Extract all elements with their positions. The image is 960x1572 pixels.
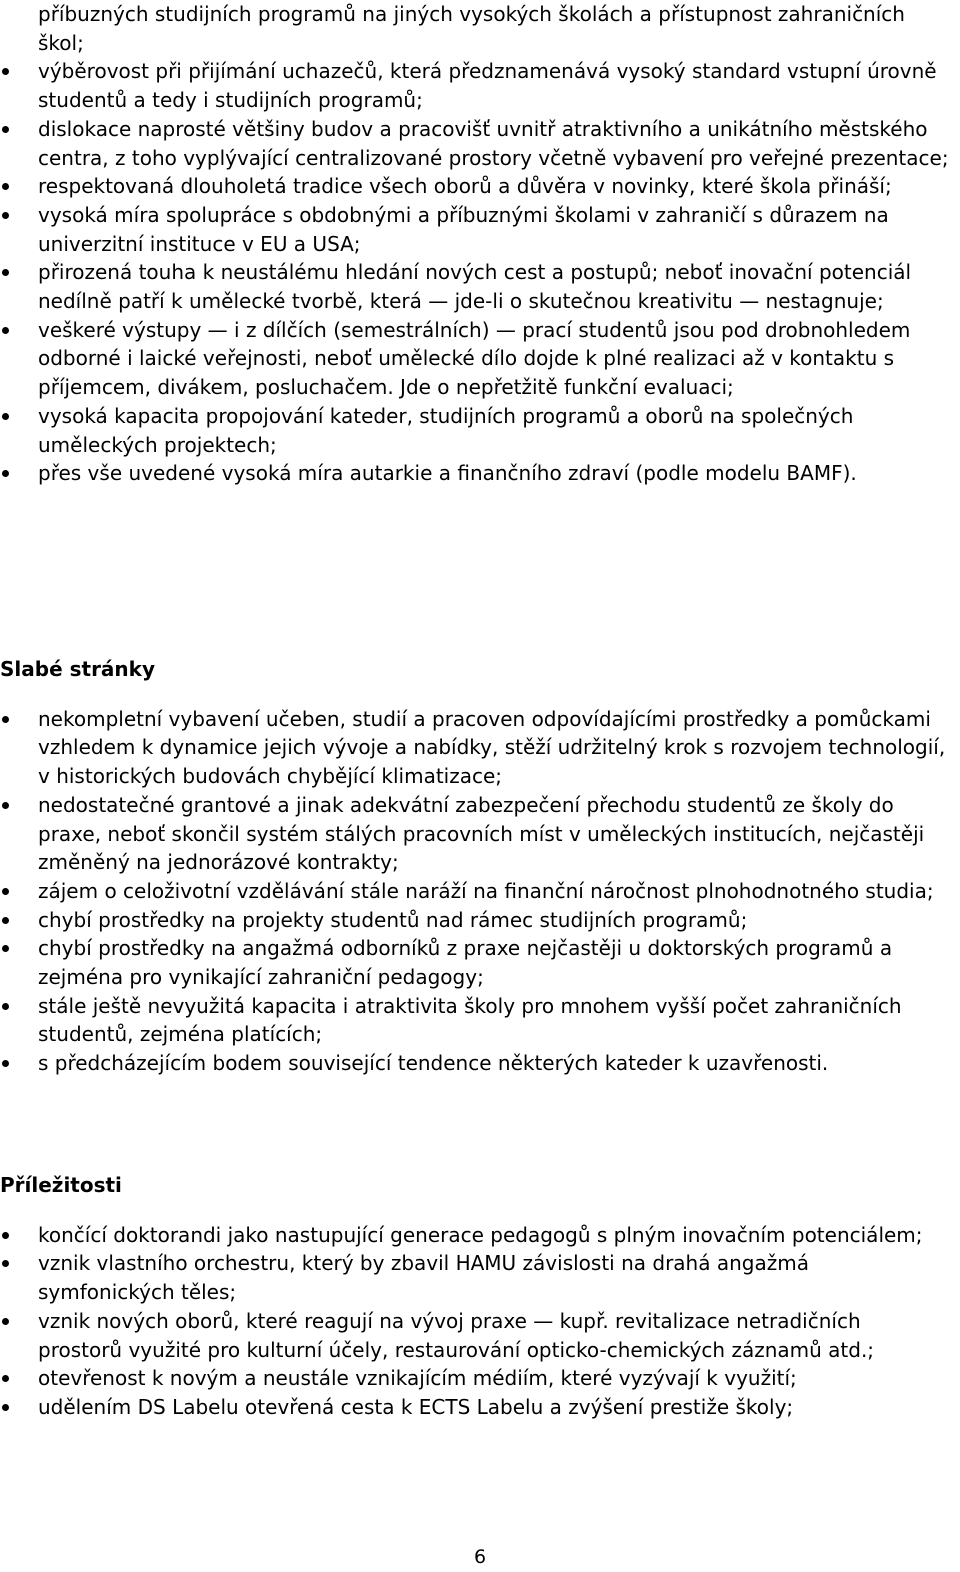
opportunities-list [0, 1221, 950, 1422]
list-item: přirozená touha k neustálému hledání nových cest a postupů; neboť inovační potenciál nedílně patří k umělecké tvorbě, která — jde-li o skutečnou kreativitu — nestagnuje; [0, 258, 950, 315]
opportunities-section [0, 1171, 950, 1422]
list-item: výběrovost při přijímání uchazečů, která předznamenává vysoký standard vstupní úrovně studentů a tedy i studijních programů; [0, 57, 950, 114]
continued-paragraph: příbuzných studijních programů na jiných vysokých školách a přístupnost zahraničních škol; [38, 2, 905, 55]
list-item: veškeré výstupy — i z dílčích (semestrálních) — prací studentů jsou pod drobnohledem odborné i laické veřejnosti, neboť umělecké dílo dojde k plné realizaci až v kontaktu s příjemcem, divákem, posluchačem. Jde o nepřetžitě funkční evaluaci; [0, 316, 950, 402]
list-item: s předcházejícím bodem související tendence některých kateder k uzavřenosti. [0, 1049, 950, 1078]
list-item: respektovaná dlouholetá tradice všech oborů a důvěra v novinky, které škola přináší; [0, 172, 950, 201]
list-item: končící doktorandi jako nastupující generace pedagogů s plným inovačním potenciálem; [0, 1221, 950, 1250]
weaknesses-list [0, 705, 950, 1078]
weaknesses-section [0, 655, 950, 1078]
section-heading-opportunities: Příležitosti [0, 1173, 122, 1197]
list-item: vysoká kapacita propojování kateder, studijních programů a oborů na společných uměleckých projektech; [0, 402, 950, 459]
section-heading-weaknesses: Slabé stránky [0, 657, 155, 681]
list-item: udělením DS Labelu otevřená cesta k ECTS Labelu a zvýšení prestiže školy; [0, 1393, 950, 1422]
list-item: vysoká míra spolupráce s obdobnými a příbuznými školami v zahraničí s důrazem na univerzitní instituce v EU a USA; [0, 201, 950, 258]
list-item: vznik vlastního orchestru, který by zbavil HAMU závislosti na drahá angažmá symfonických těles; [0, 1249, 950, 1306]
list-item: otevřenost k novým a neustále vznikajícím médiím, které vyzývají k využití; [0, 1364, 950, 1393]
strengths-continued-section [0, 0, 950, 488]
list-item: stále ještě nevyužitá kapacita i atraktivita školy pro mnohem vyšší počet zahraničních studentů, zejména platících; [0, 992, 950, 1049]
list-item: dislokace naprosté většiny budov a pracovišť uvnitř atraktivního a unikátního městského centra, z toho vyplývající centralizované prostory včetně vybavení pro veřejné prezentace; [0, 115, 950, 172]
strengths-list [0, 57, 950, 488]
list-item: chybí prostředky na projekty studentů nad rámec studijních programů; [0, 906, 950, 935]
list-item: chybí prostředky na angažmá odborníků z praxe nejčastěji u doktorských programů a zejména pro vynikající zahraniční pedagogy; [0, 934, 950, 991]
list-item: zájem o celoživotní vzdělávání stále naráží na finanční náročnost plnohodnotného studia; [0, 877, 950, 906]
list-item: přes vše uvedené vysoká míra autarkie a finančního zdraví (podle modelu BAMF). [0, 459, 950, 488]
list-item: nekompletní vybavení učeben, studií a pracoven odpovídajícími prostředky a pomůckami vzhledem k dynamice jejich vývoje a nabídky, stěží udržitelný krok s rozvojem technologií, v historických budovách chybějící klimatizace; [0, 705, 950, 791]
page-number: 6 [473, 1546, 487, 1568]
list-item: nedostatečné grantové a jinak adekvátní zabezpečení přechodu studentů ze školy do praxe, neboť skončil systém stálých pracovních míst v uměleckých institucích, nejčastěji změněný na jednorázové kontrakty; [0, 791, 950, 877]
list-item: vznik nových oborů, které reagují na vývoj praxe — kupř. revitalizace netradičních prostorů využité pro kulturní účely, restaurování opticko-chemických záznamů atd.; [0, 1307, 950, 1364]
